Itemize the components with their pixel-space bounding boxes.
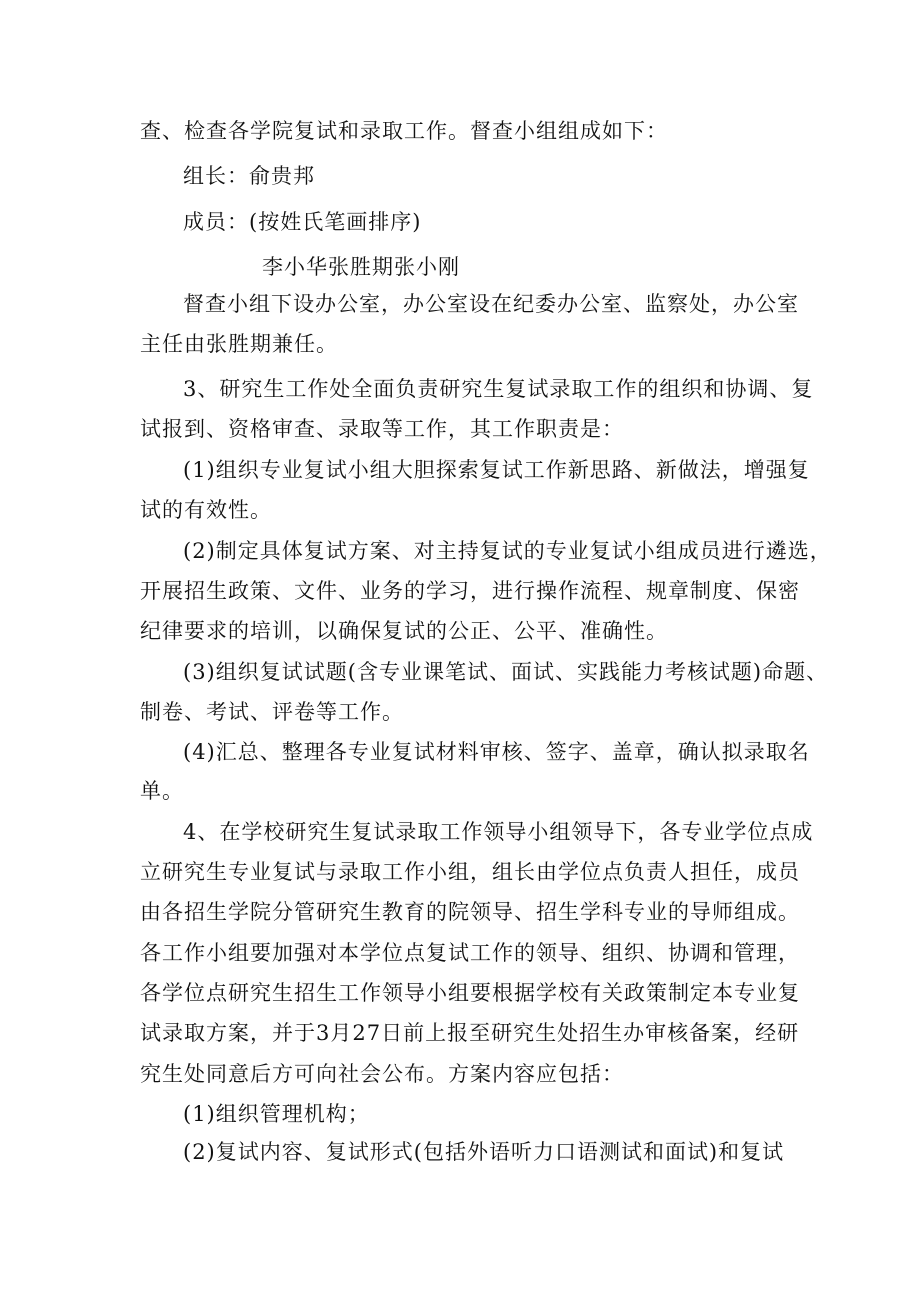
text-line: 组长：俞贵邦 — [183, 164, 315, 188]
text-line: (2)制定具体复试方案、对主持复试的专业复试小组成员进行遴选， — [183, 539, 832, 563]
text-line: (4)汇总、整理各专业复试材料审核、签字、盖章，确认拟录取名 — [183, 740, 810, 764]
text-line: 查、检查各学院复试和录取工作。督查小组组成如下： — [140, 119, 668, 143]
text-line: 立研究生专业复试与录取工作小组，组长由学位点负责人担任，成员 — [140, 860, 800, 884]
text-line: 试录取方案，并于3月27日前上报至研究生处招生办审核备案，经研 — [140, 1021, 800, 1045]
text-line: 究生处同意后方可向社会公布。方案内容应包括： — [140, 1062, 624, 1086]
text-line: 3、研究生工作处全面负责研究生复试录取工作的组织和协调、复 — [183, 377, 814, 401]
text-line: 单。 — [140, 779, 184, 803]
text-line: 制卷、考试、评卷等工作。 — [140, 700, 404, 724]
text-line: (1)组织专业复试小组大胆探索复试工作新思路、新做法，增强复 — [183, 458, 810, 482]
text-line: (2)复试内容、复试形式(包括外语听力口语测试和面试)和复试 — [183, 1140, 785, 1164]
text-line: 各工作小组要加强对本学位点复试工作的领导、组织、协调和管理， — [140, 941, 800, 965]
text-line: (1)组织管理机构； — [183, 1102, 370, 1126]
text-line: 纪律要求的培训，以确保复试的公正、公平、准确性。 — [140, 619, 668, 643]
text-line: 由各招生学院分管研究生教育的院领导、招生学科专业的导师组成。 — [140, 900, 800, 924]
text-line: 试的有效性。 — [140, 498, 272, 522]
text-line: 各学位点研究生招生工作领导小组要根据学校有关政策制定本专业复 — [140, 981, 800, 1005]
text-line: 4、在学校研究生复试录取工作领导小组领导下，各专业学位点成 — [183, 820, 814, 844]
text-line: 开展招生政策、文件、业务的学习，进行操作流程、规章制度、保密 — [140, 579, 800, 603]
text-line: 成员：(按姓氏笔画排序) — [183, 210, 422, 234]
text-line: 督查小组下设办公室，办公室设在纪委办公室、监察处，办公室 — [183, 292, 799, 316]
text-line: 试报到、资格审查、录取等工作，其工作职责是： — [140, 417, 624, 441]
text-line: 主任由张胜期兼任。 — [140, 332, 338, 356]
text-line: (3)组织复试试题(含专业课笔试、面试、实践能力考核试题)命题、 — [183, 660, 829, 684]
text-line: 李小华张胜期张小刚 — [262, 255, 460, 279]
